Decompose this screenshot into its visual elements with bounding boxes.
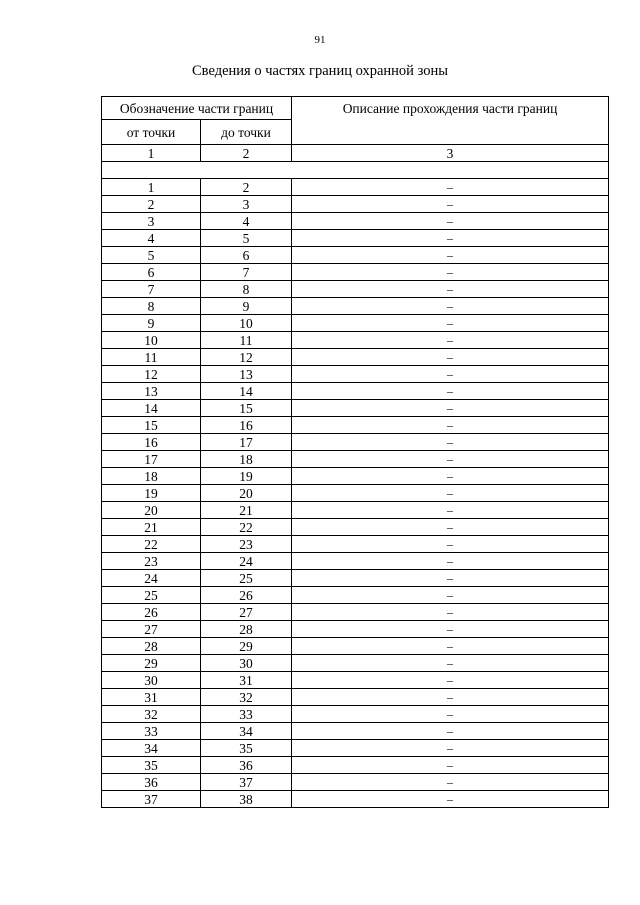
header-boundary-designation: Обозначение части границ xyxy=(102,97,292,120)
from-point-cell: 20 xyxy=(102,502,201,519)
description-cell: – xyxy=(292,553,609,570)
to-point-cell: 29 xyxy=(201,638,292,655)
description-cell: – xyxy=(292,570,609,587)
from-point-cell: 3 xyxy=(102,213,201,230)
to-point-cell: 27 xyxy=(201,604,292,621)
description-cell: – xyxy=(292,706,609,723)
from-point-cell: 35 xyxy=(102,757,201,774)
description-cell: – xyxy=(292,723,609,740)
table-row xyxy=(102,757,609,774)
to-point-cell: 13 xyxy=(201,366,292,383)
table-row xyxy=(102,791,609,808)
to-point-cell: 10 xyxy=(201,315,292,332)
table-row xyxy=(102,213,609,230)
to-point-cell: 6 xyxy=(201,247,292,264)
page-number: 91 xyxy=(314,34,326,46)
from-point-cell: 19 xyxy=(102,485,201,502)
description-cell: – xyxy=(292,638,609,655)
table-row xyxy=(102,230,609,247)
table-row xyxy=(102,672,609,689)
table-row xyxy=(102,383,609,400)
description-cell: – xyxy=(292,349,609,366)
description-cell: – xyxy=(292,485,609,502)
from-point-cell: 10 xyxy=(102,332,201,349)
description-cell: – xyxy=(292,536,609,553)
table-row xyxy=(102,519,609,536)
description-cell: – xyxy=(292,689,609,706)
table-row xyxy=(102,179,609,196)
from-point-cell: 33 xyxy=(102,723,201,740)
description-cell: – xyxy=(292,281,609,298)
from-point-cell: 18 xyxy=(102,468,201,485)
to-point-cell: 7 xyxy=(201,264,292,281)
from-point-cell: 16 xyxy=(102,434,201,451)
to-point-cell: 9 xyxy=(201,298,292,315)
to-point-cell: 34 xyxy=(201,723,292,740)
column-number-1: 1 xyxy=(102,145,201,162)
to-point-cell: 4 xyxy=(201,213,292,230)
to-point-cell: 36 xyxy=(201,757,292,774)
table-row xyxy=(102,400,609,417)
table-row xyxy=(102,740,609,757)
table-row xyxy=(102,315,609,332)
from-point-cell: 15 xyxy=(102,417,201,434)
from-point-cell: 14 xyxy=(102,400,201,417)
from-point-cell: 24 xyxy=(102,570,201,587)
table-row xyxy=(102,468,609,485)
column-number-2: 2 xyxy=(201,145,292,162)
from-point-cell: 32 xyxy=(102,706,201,723)
table-row xyxy=(102,281,609,298)
description-cell: – xyxy=(292,213,609,230)
description-cell: – xyxy=(292,621,609,638)
header-description: Описание прохождения части границ xyxy=(292,97,609,145)
table-row xyxy=(102,570,609,587)
from-point-cell: 7 xyxy=(102,281,201,298)
to-point-cell: 22 xyxy=(201,519,292,536)
boundary-table xyxy=(101,96,609,808)
table-row xyxy=(102,604,609,621)
table-row xyxy=(102,638,609,655)
description-cell: – xyxy=(292,791,609,808)
table-row xyxy=(102,366,609,383)
description-cell: – xyxy=(292,400,609,417)
description-cell: – xyxy=(292,774,609,791)
from-point-cell: 17 xyxy=(102,451,201,468)
to-point-cell: 38 xyxy=(201,791,292,808)
to-point-cell: 24 xyxy=(201,553,292,570)
description-cell: – xyxy=(292,519,609,536)
to-point-cell: 26 xyxy=(201,587,292,604)
table-row xyxy=(102,587,609,604)
table-row xyxy=(102,723,609,740)
from-point-cell: 8 xyxy=(102,298,201,315)
from-point-cell: 26 xyxy=(102,604,201,621)
header-from-point: от точки xyxy=(102,120,201,145)
table-row xyxy=(102,502,609,519)
table-row xyxy=(102,264,609,281)
from-point-cell: 29 xyxy=(102,655,201,672)
from-point-cell: 31 xyxy=(102,689,201,706)
to-point-cell: 12 xyxy=(201,349,292,366)
separator-cell xyxy=(102,162,609,179)
from-point-cell: 25 xyxy=(102,587,201,604)
to-point-cell: 32 xyxy=(201,689,292,706)
from-point-cell: 37 xyxy=(102,791,201,808)
from-point-cell: 30 xyxy=(102,672,201,689)
table-row xyxy=(102,621,609,638)
description-cell: – xyxy=(292,332,609,349)
description-cell: – xyxy=(292,672,609,689)
to-point-cell: 30 xyxy=(201,655,292,672)
from-point-cell: 36 xyxy=(102,774,201,791)
to-point-cell: 3 xyxy=(201,196,292,213)
header-to-point: до точки xyxy=(201,120,292,145)
from-point-cell: 4 xyxy=(102,230,201,247)
page-title: Сведения о частях границ охранной зоны xyxy=(192,63,448,79)
table-row xyxy=(102,536,609,553)
table-row xyxy=(102,689,609,706)
to-point-cell: 19 xyxy=(201,468,292,485)
table-row xyxy=(102,298,609,315)
to-point-cell: 21 xyxy=(201,502,292,519)
to-point-cell: 18 xyxy=(201,451,292,468)
to-point-cell: 11 xyxy=(201,332,292,349)
from-point-cell: 5 xyxy=(102,247,201,264)
description-cell: – xyxy=(292,502,609,519)
to-point-cell: 16 xyxy=(201,417,292,434)
to-point-cell: 23 xyxy=(201,536,292,553)
from-point-cell: 12 xyxy=(102,366,201,383)
table-row xyxy=(102,774,609,791)
description-cell: – xyxy=(292,587,609,604)
table-body xyxy=(102,162,609,808)
separator-row xyxy=(102,162,609,179)
to-point-cell: 20 xyxy=(201,485,292,502)
to-point-cell: 25 xyxy=(201,570,292,587)
description-cell: – xyxy=(292,196,609,213)
from-point-cell: 27 xyxy=(102,621,201,638)
from-point-cell: 11 xyxy=(102,349,201,366)
table-row xyxy=(102,332,609,349)
table-row xyxy=(102,434,609,451)
description-cell: – xyxy=(292,451,609,468)
description-cell: – xyxy=(292,740,609,757)
table-row xyxy=(102,451,609,468)
table-row xyxy=(102,553,609,570)
to-point-cell: 31 xyxy=(201,672,292,689)
description-cell: – xyxy=(292,604,609,621)
from-point-cell: 34 xyxy=(102,740,201,757)
to-point-cell: 5 xyxy=(201,230,292,247)
description-cell: – xyxy=(292,383,609,400)
from-point-cell: 6 xyxy=(102,264,201,281)
from-point-cell: 13 xyxy=(102,383,201,400)
from-point-cell: 9 xyxy=(102,315,201,332)
to-point-cell: 8 xyxy=(201,281,292,298)
from-point-cell: 21 xyxy=(102,519,201,536)
from-point-cell: 23 xyxy=(102,553,201,570)
table-row xyxy=(102,247,609,264)
to-point-cell: 2 xyxy=(201,179,292,196)
description-cell: – xyxy=(292,298,609,315)
description-cell: – xyxy=(292,315,609,332)
table-row xyxy=(102,196,609,213)
table-row xyxy=(102,417,609,434)
from-point-cell: 28 xyxy=(102,638,201,655)
table-row xyxy=(102,485,609,502)
boundary-table-container xyxy=(101,96,608,808)
description-cell: – xyxy=(292,366,609,383)
description-cell: – xyxy=(292,655,609,672)
to-point-cell: 33 xyxy=(201,706,292,723)
description-cell: – xyxy=(292,230,609,247)
from-point-cell: 1 xyxy=(102,179,201,196)
description-cell: – xyxy=(292,417,609,434)
to-point-cell: 14 xyxy=(201,383,292,400)
to-point-cell: 35 xyxy=(201,740,292,757)
to-point-cell: 28 xyxy=(201,621,292,638)
table-row xyxy=(102,349,609,366)
column-number-3: 3 xyxy=(292,145,609,162)
from-point-cell: 22 xyxy=(102,536,201,553)
description-cell: – xyxy=(292,179,609,196)
to-point-cell: 17 xyxy=(201,434,292,451)
description-cell: – xyxy=(292,757,609,774)
from-point-cell: 2 xyxy=(102,196,201,213)
description-cell: – xyxy=(292,247,609,264)
description-cell: – xyxy=(292,264,609,281)
description-cell: – xyxy=(292,434,609,451)
to-point-cell: 15 xyxy=(201,400,292,417)
table-row xyxy=(102,655,609,672)
table-row xyxy=(102,706,609,723)
to-point-cell: 37 xyxy=(201,774,292,791)
description-cell: – xyxy=(292,468,609,485)
